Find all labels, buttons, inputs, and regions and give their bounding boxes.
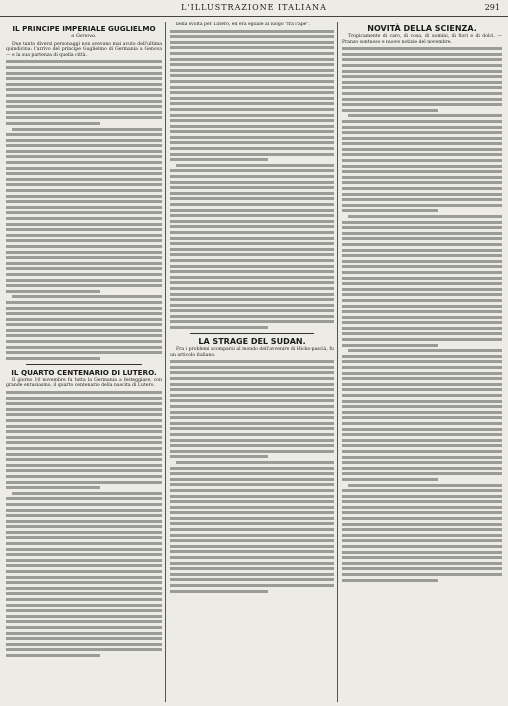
column-3 [342,22,502,702]
article-heading: IL QUARTO CENTENARIO DI LUTERO. [11,367,157,377]
article-heading: IL PRINCIPE IMPERIALE GUGLIELMO [12,24,156,33]
article-subheading: a Genova. [71,33,97,39]
article-divider [26,364,142,365]
column-2 [170,22,334,702]
article-divider [190,333,314,334]
article-body-text [6,391,162,657]
article-lead: Fra i problemi scomparsi al mondo dell'avvenire di Hicks-pascià, fu un articolo italiano. [170,347,334,358]
article-lead: bella svolta per Lutero, ed era eguale al luogo "fra l'ape". [176,22,310,27]
page-number: 291 [484,3,500,12]
article-lead: Il giorno 10 novembre fu tutta la Germania a festeggiare, con grande entusiasmo, il quarto centenario della nascita di Lutero. [6,377,162,389]
article-heading: NOVITÀ DELLA SCIENZA. [367,24,477,33]
column-rule [165,22,166,702]
masthead-title: L'ILLUSTRAZIONE ITALIANA [181,3,327,12]
column-rule [337,22,338,702]
column-1 [6,22,162,702]
article-body-text [170,360,334,592]
article-lead: Due tanto diversi personaggi non avevano mai avuto dell'ultima quindicina: l'arrivo del principe Guglielmo di Germania a Genova — e la sua partenza di quella città. [6,41,162,58]
article-lead: Tropicamente di caro, di cosa, di uomini, di fiori e di dolci. — Pranzo sontuoso e nuove notizie del novembre. [342,34,502,45]
article-body-text [342,47,502,581]
masthead [0,0,508,17]
article-heading: LA STRAGE DEL SUDAN. [198,337,306,347]
article-body-text [6,60,162,359]
article-body-text [170,30,334,329]
